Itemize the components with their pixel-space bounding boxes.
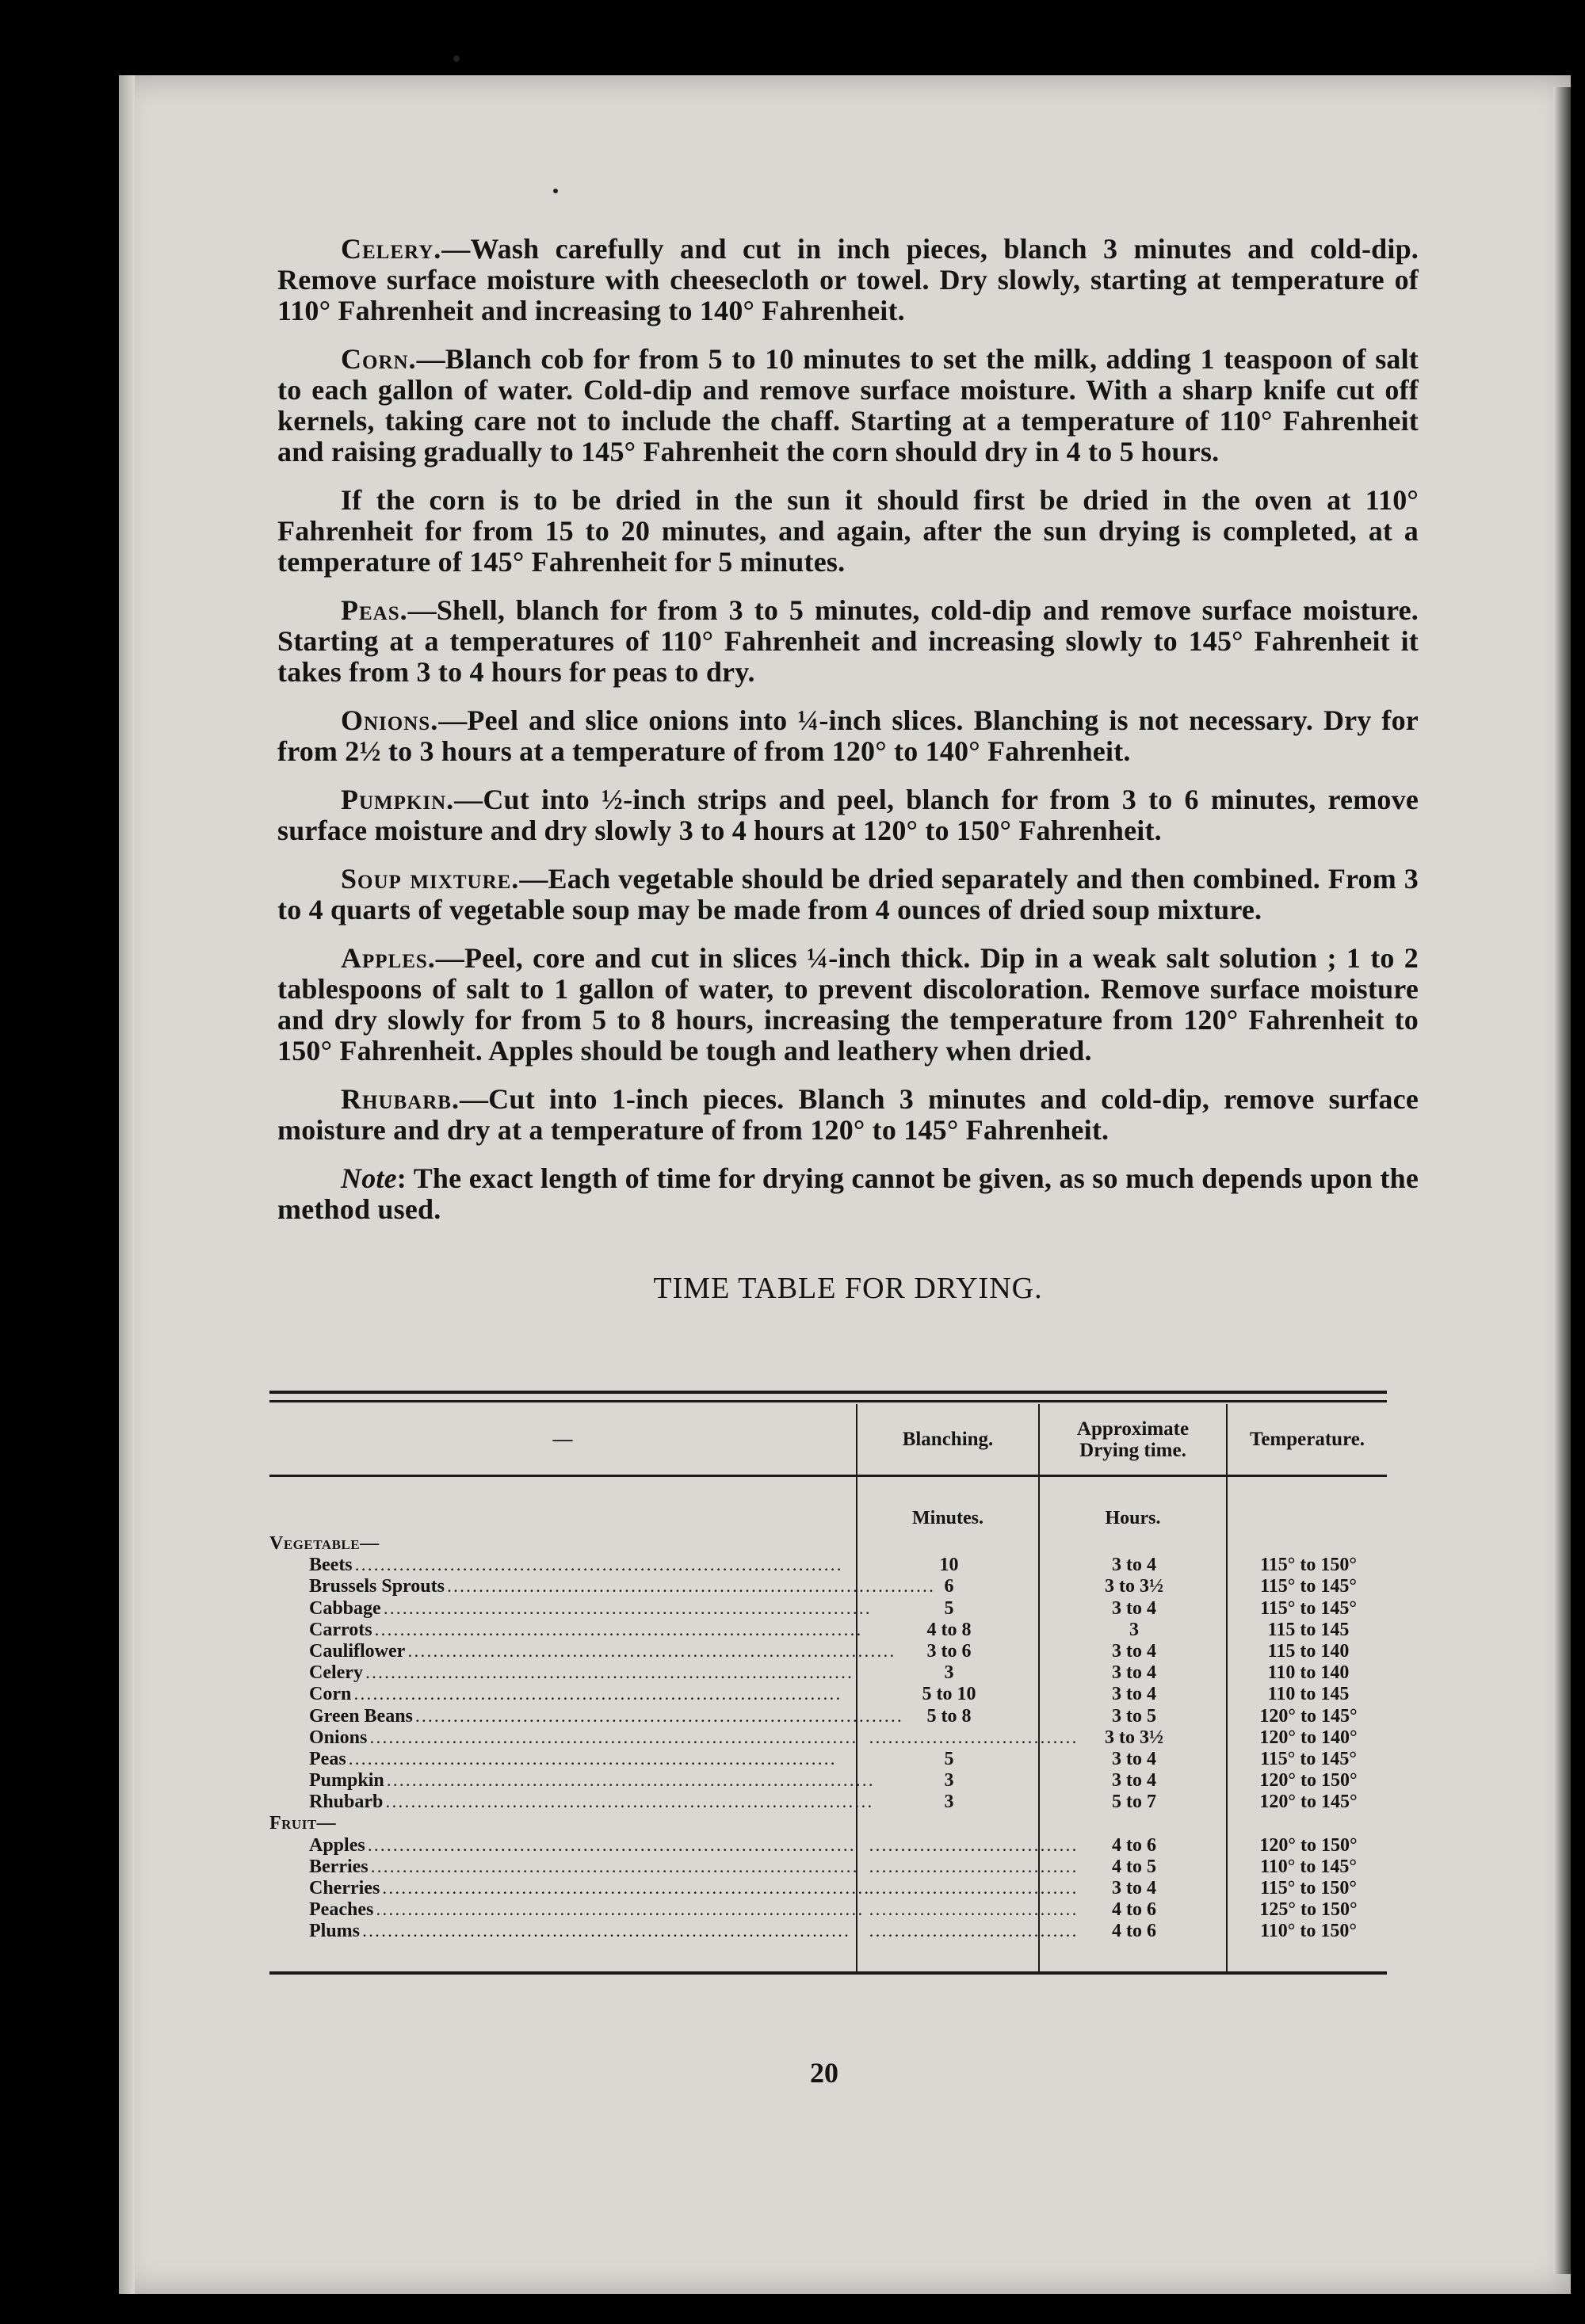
item-name: Onions . . . (309, 1727, 872, 1750)
blanching-cell (860, 1899, 1076, 1922)
blanching-cell: 3 to 6 (926, 1640, 972, 1662)
table-row (269, 1555, 1387, 1576)
item-name: Plums . . . (309, 1921, 872, 1944)
temperature-cell: 110° to 150° (1260, 1921, 1357, 1942)
header-drying-time (1040, 1404, 1226, 1475)
item-name: Brussels Sprouts . . . (309, 1576, 872, 1599)
table-row (269, 1684, 1387, 1705)
blanching-cell: 6 (944, 1576, 954, 1597)
blanching-cell: 5 (944, 1597, 954, 1619)
temperature-cell: 115 to 145 (1267, 1619, 1350, 1640)
leader-dots: . . . . . . . . . . . . . . . . . . . . . . . . . . . . . . . . . (869, 1926, 1076, 1940)
table-row (269, 1706, 1387, 1727)
temperature-cell: 115° to 150° (1260, 1878, 1357, 1899)
unit-hours: Hours. (1105, 1508, 1161, 1528)
drying-time-cell: 3 to 3½ (1105, 1576, 1163, 1597)
item-name: Peas . . . (309, 1749, 872, 1772)
paragraph-text: —Blanch cob for from 5 to 10 minutes to set the milk, adding 1 teaspoon of salt to each gallon of water. Cold-dip and remove surface moisture. With a sharp knife cut off kernels, taking care not to include the chaff. Starting at a temperature of 110° Fahrenheit and raising gradually to 145° Fahrenheit the corn should dry in 4 to 5 hours. (277, 343, 1419, 467)
paragraph-lead: Pumpkin. (341, 784, 455, 815)
table-body (269, 1533, 1387, 1943)
drying-time-cell: 3 to 3½ (1105, 1727, 1163, 1748)
drying-time-cell: 3 to 4 (1112, 1684, 1156, 1705)
paragraph-lead: Peas. (341, 594, 408, 626)
header-drying-line2: Drying time. (1079, 1439, 1186, 1461)
temperature-cell: 120° to 140° (1259, 1727, 1358, 1748)
table-rule (269, 1971, 1387, 1975)
note-text: : The exact length of time for drying cannot be given, as so much depends upon the method used. (277, 1162, 1419, 1225)
temperature-cell: 115° to 145° (1260, 1597, 1357, 1619)
item-name: Berries . . . (309, 1857, 872, 1879)
table-row (269, 1878, 1387, 1899)
header-dash: — (552, 1429, 573, 1450)
header-blanching: Blanching. (902, 1429, 994, 1450)
paragraph (277, 943, 1419, 1067)
paragraph-text: —Wash carefully and cut in inch pieces, blanch 3 minutes and cold-dip. Remove surface moisture with cheesecloth or towel. Dry slowly, starting at temperature of 110° Fahrenheit and increasing to 140° Fahrenheit. (277, 233, 1419, 326)
item-name: Cauliflower . . . (309, 1641, 872, 1664)
item-name: Cabbage . . . (309, 1598, 872, 1621)
leader-dots: . . . . . . . . . . . . . . . . . . . . . . . . . . . . . . . . . (869, 1883, 1076, 1897)
paragraph (277, 344, 1419, 467)
table-row (269, 1620, 1387, 1641)
paragraph-text: —Cut into ½-inch strips and peel, blanch for from 3 to 6 minutes, remove surface moisture and dry slowly 3 to 4 hours at 120° to 150° Fahrenheit. (277, 784, 1419, 846)
leader-dots: . . . . . . . . . . . . . . . . . . . . . . . . . . . . . . . . . (869, 1732, 1076, 1746)
paragraph-text: —Shell, blanch for from 3 to 5 minutes, cold-dip and remove surface moisture. Starting at a temperatures of 110° Fahrenheit and increasing slowly to 145° Fahrenheit it takes from 3 to 4 hours for peas to dry. (277, 594, 1419, 688)
table-rule (269, 1475, 1387, 1477)
item-name: Beets . . . (309, 1555, 872, 1578)
note-label: Note (341, 1162, 397, 1194)
paragraph-text: —Peel, core and cut in slices ¼-inch thick. Dip in a weak salt solution ; 1 to 2 tablespoons of salt to 1 gallon of water, to prevent discoloration. Remove surface moisture and dry slowly for from 5 to 8 hours, increasing the temperature from 120° Fahrenheit to 150° Fahrenheit. Apples should be tough and leathery when dried. (277, 942, 1419, 1067)
drying-time-cell: 3 to 4 (1112, 1597, 1156, 1619)
temperature-cell: 115° to 145° (1260, 1576, 1357, 1597)
table-row (269, 1576, 1387, 1597)
table-row (269, 1641, 1387, 1662)
item-name: Pumpkin . . . (309, 1770, 872, 1793)
page-edge-left (119, 75, 135, 2294)
item-name: Rhubarb . . . (309, 1792, 872, 1815)
item-name: Celery . . . (309, 1662, 872, 1685)
dust-speck (453, 55, 460, 62)
item-name: Carrots . . . (309, 1620, 872, 1643)
drying-time-cell: 5 to 7 (1112, 1792, 1156, 1813)
paragraph-text: —Each vegetable should be dried separately and then combined. From 3 to 4 quarts of vegetable soup may be made from 4 ounces of dried soup mixture. (277, 863, 1419, 925)
item-name: Cherries . . . (309, 1878, 872, 1901)
temperature-cell: 110 to 140 (1267, 1662, 1350, 1684)
temperature-cell: 115° to 145° (1260, 1748, 1357, 1769)
leader-dots: . . . . . . . . . . . . . . . . . . . . . . . . . . . . . . . . . (869, 1905, 1076, 1919)
table-title: TIME TABLE FOR DRYING. (653, 1272, 1043, 1305)
item-name: Corn . . . (309, 1684, 872, 1707)
drying-time-cell: 4 to 6 (1112, 1899, 1156, 1921)
temperature-cell: 115 to 140 (1267, 1640, 1350, 1662)
paragraph (277, 485, 1419, 578)
table-row (269, 1749, 1387, 1770)
paragraph (277, 864, 1419, 925)
paragraph-text: If the corn is to be dried in the sun it should first be dried in the oven at 110° Fahrenheit for from 15 to 20 minutes, and again, after the sun drying is completed, at a temperature of 145° Fahrenheit for 5 minutes. (277, 484, 1419, 578)
table-row (269, 1835, 1387, 1857)
temperature-cell: 120° to 150° (1259, 1834, 1358, 1856)
item-name: Green Beans . . . (309, 1706, 872, 1729)
drying-time-table (269, 1391, 1387, 1977)
blanching-cell: 3 (944, 1792, 954, 1813)
paragraph (277, 1084, 1419, 1146)
temperature-cell: 110 to 145 (1267, 1684, 1350, 1705)
paragraph-lead: Onions. (341, 704, 439, 736)
table-section-row (269, 1533, 1387, 1555)
leader-dots: . . . . . . . . . . . . . . . . . . . . . . . . . . . . . . . . . (869, 1861, 1076, 1876)
drying-time-cell: 3 to 4 (1112, 1748, 1156, 1769)
drying-time-cell: 3 to 4 (1112, 1662, 1156, 1684)
drying-time-cell: 3 to 4 (1112, 1770, 1156, 1792)
table-row (269, 1857, 1387, 1878)
blanching-cell (860, 1921, 1076, 1944)
drying-time-cell: 3 to 5 (1112, 1705, 1156, 1727)
blanching-cell (860, 1835, 1076, 1858)
page-edge-right (1553, 87, 1571, 2274)
table-row (269, 1727, 1387, 1749)
note-paragraph (277, 1163, 1419, 1225)
drying-time-cell: 3 to 4 (1112, 1878, 1156, 1899)
blanching-cell: 10 (939, 1555, 959, 1576)
table-row (269, 1792, 1387, 1813)
paragraph-text: —Cut into 1-inch pieces. Blanch 3 minutes and cold-dip, remove surface moisture and dry at a temperature of from 120° to 145° Fahrenheit. (277, 1083, 1419, 1146)
table-row (269, 1921, 1387, 1942)
temperature-cell: 120° to 150° (1259, 1770, 1358, 1792)
leader-dots: . . . . . . . . . . . . . . . . . . . . . . . . . . . . . . . . . (869, 1840, 1076, 1854)
paragraph (277, 595, 1419, 688)
drying-time-cell: 4 to 6 (1112, 1834, 1156, 1856)
drying-time-cell: 4 to 6 (1112, 1921, 1156, 1942)
section-label: Vegetable— (269, 1533, 380, 1554)
temperature-cell: 110° to 145° (1260, 1856, 1357, 1877)
dust-speck (553, 189, 558, 193)
temperature-cell: 120° to 145° (1259, 1792, 1358, 1813)
blanching-cell: 5 to 8 (926, 1705, 972, 1727)
paragraph-list (277, 234, 1419, 1146)
paragraph-lead: Apples. (341, 942, 436, 974)
item-name: Peaches . . . (309, 1899, 872, 1922)
blanching-cell (860, 1878, 1076, 1901)
header-blank (269, 1404, 856, 1475)
paragraph-text: —Peel and slice onions into ¼-inch slices. Blanching is not necessary. Dry for from 2½ to 3 hours at a temperature of from 120° to 140° Fahrenheit. (277, 704, 1419, 767)
table-rule (269, 1391, 1387, 1394)
body-text (277, 234, 1419, 1306)
blanching-cell: 5 (944, 1748, 954, 1769)
item-name: Apples . . . (309, 1835, 872, 1858)
table-row (269, 1598, 1387, 1620)
blanching-cell: 3 (944, 1662, 954, 1684)
unit-minutes: Minutes. (912, 1508, 983, 1528)
drying-time-cell: 3 to 4 (1112, 1640, 1156, 1662)
temperature-cell: 120° to 145° (1259, 1705, 1358, 1727)
paragraph (277, 784, 1419, 846)
temperature-cell: 115° to 150° (1260, 1555, 1357, 1576)
table-row (269, 1770, 1387, 1792)
paragraph (277, 705, 1419, 767)
paragraph-lead: Soup mixture. (341, 863, 520, 895)
header-temperature: Temperature. (1249, 1429, 1365, 1450)
paragraph-lead: Corn. (341, 343, 417, 375)
table-rule (269, 1400, 1387, 1402)
paragraph (277, 234, 1419, 326)
table-row (269, 1662, 1387, 1684)
blanching-cell (860, 1857, 1076, 1879)
drying-time-cell: 4 to 5 (1112, 1856, 1156, 1877)
paragraph-lead: Celery. (341, 233, 442, 265)
section-label: Fruit— (269, 1813, 337, 1834)
paragraph-lead: Rhubarb. (341, 1083, 460, 1115)
blanching-cell: 3 (944, 1770, 954, 1792)
page-number: 20 (810, 2057, 838, 2089)
blanching-cell: 5 to 10 (922, 1684, 976, 1705)
blanching-cell: 4 to 8 (926, 1619, 972, 1640)
temperature-cell: 125° to 150° (1259, 1899, 1358, 1921)
table-section-row (269, 1813, 1387, 1834)
blanching-cell (860, 1727, 1076, 1750)
drying-time-cell: 3 to 4 (1112, 1555, 1156, 1576)
header-drying-line1: Approximate (1076, 1418, 1190, 1440)
table-row (269, 1899, 1387, 1921)
drying-time-cell: 3 (1129, 1619, 1139, 1640)
